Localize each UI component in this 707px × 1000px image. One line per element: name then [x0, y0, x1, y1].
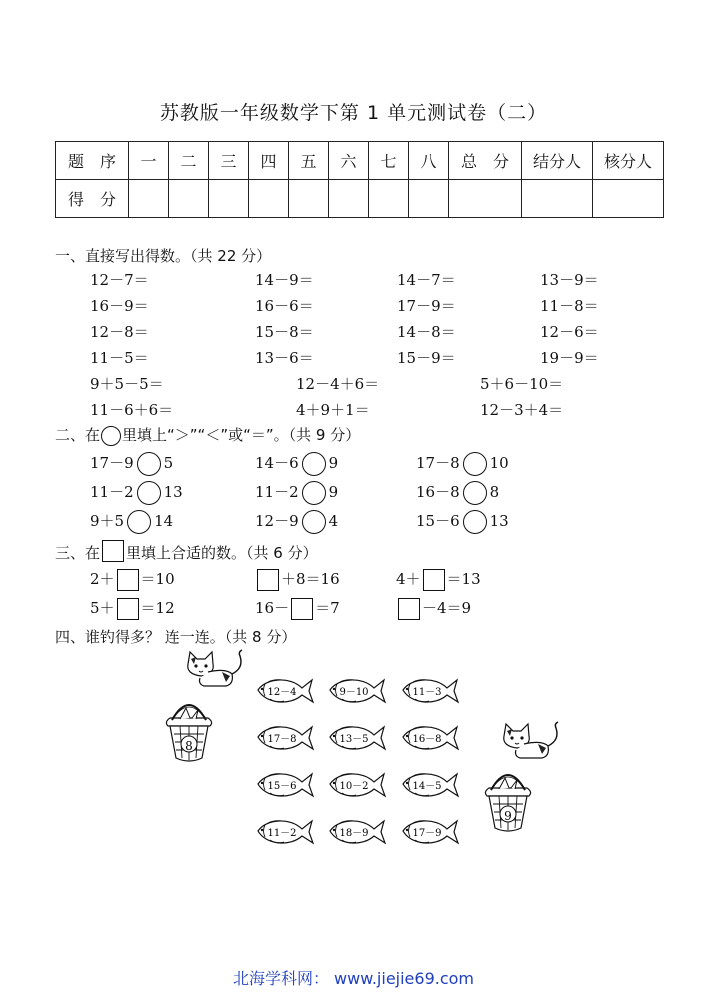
- answer-box[interactable]: [117, 569, 139, 591]
- expr: ＝10: [140, 570, 175, 588]
- value: 9: [328, 454, 339, 472]
- fish-label: 13－5: [339, 734, 369, 745]
- expr: 17－8: [416, 454, 460, 472]
- fill-item: [90, 597, 175, 620]
- problem: 15－8＝: [255, 323, 314, 341]
- page-title: 苏教版一年级数学下第 1 单元测试卷（二）: [159, 102, 548, 124]
- section2-heading: [55, 424, 360, 446]
- basket-right-number: 9: [504, 809, 512, 823]
- expr: 5＋: [90, 599, 115, 617]
- compare-item: [90, 510, 173, 534]
- expr: 15－6: [416, 512, 460, 530]
- problem: 14－7＝: [397, 271, 456, 289]
- answer-box[interactable]: [257, 569, 279, 591]
- problem: 12－6＝: [540, 323, 599, 341]
- expr: ＝7: [315, 599, 340, 617]
- answer-box[interactable]: [117, 598, 139, 620]
- problem: 13－9＝: [540, 271, 599, 289]
- heading-text: 里填上合适的数。（共 6 分）: [126, 544, 318, 562]
- problem: 13－6＝: [255, 349, 314, 367]
- value: 13: [489, 512, 509, 530]
- score-value-row: [56, 180, 664, 218]
- fish-label: 11－3: [412, 687, 442, 698]
- compare-item: [416, 481, 499, 505]
- problem: 4＋9＋1＝: [296, 401, 370, 419]
- answer-box[interactable]: [398, 598, 420, 620]
- value: 5: [163, 454, 174, 472]
- score-header-cell: 六: [329, 142, 369, 180]
- score-header-cell: 八: [409, 142, 449, 180]
- expr: 17－9: [90, 454, 134, 472]
- value: 9: [328, 483, 339, 501]
- problem: 16－9＝: [90, 297, 149, 315]
- score-header-cell: 题 序: [56, 142, 129, 180]
- score-header-cell: 四: [249, 142, 289, 180]
- heading-text: 二、在: [55, 426, 101, 444]
- score-input-cell[interactable]: [522, 180, 593, 218]
- circle-icon: [101, 426, 121, 446]
- footer-watermark: 北海学科网： www.jiejie69.com: [232, 969, 475, 988]
- compare-circle[interactable]: [463, 510, 487, 534]
- fish-label: 11－2: [267, 828, 297, 839]
- expr: 2＋: [90, 570, 115, 588]
- fish-label: 18－9: [339, 828, 369, 839]
- cat-icon: [504, 722, 558, 758]
- fill-item: [90, 568, 175, 591]
- score-input-cell[interactable]: [169, 180, 209, 218]
- compare-circle[interactable]: [463, 481, 487, 505]
- section3-heading: [55, 540, 318, 563]
- problem: 19－9＝: [540, 349, 599, 367]
- fish-label: 15－6: [267, 781, 297, 792]
- expr: 14－6: [255, 454, 299, 472]
- expr: ＝13: [446, 570, 481, 588]
- fill-item: [396, 568, 481, 591]
- problem: 17－9＝: [397, 297, 456, 315]
- problem: 12－7＝: [90, 271, 149, 289]
- problem: 16－6＝: [255, 297, 314, 315]
- score-header-cell: 五: [289, 142, 329, 180]
- score-input-cell[interactable]: [409, 180, 449, 218]
- problem: 11－8＝: [540, 297, 599, 315]
- score-input-cell[interactable]: [209, 180, 249, 218]
- value: 8: [489, 483, 500, 501]
- score-header-cell: 核分人: [593, 142, 664, 180]
- compare-circle[interactable]: [302, 510, 326, 534]
- compare-circle[interactable]: [302, 481, 326, 505]
- problem: 9＋5－5＝: [90, 375, 164, 393]
- compare-item: [90, 452, 173, 476]
- fish-label: 10－2: [339, 781, 369, 792]
- answer-box[interactable]: [291, 598, 313, 620]
- fill-item: [255, 568, 340, 591]
- problem: 14－9＝: [255, 271, 314, 289]
- cat-icon: [188, 650, 242, 686]
- expr: 11－2: [255, 483, 299, 501]
- expr: 16－: [255, 599, 290, 617]
- fish-label: 14－5: [412, 781, 442, 792]
- fish-label: 16－8: [412, 734, 442, 745]
- score-header-cell: 一: [129, 142, 169, 180]
- compare-circle[interactable]: [302, 452, 326, 476]
- heading-text: 三、在: [55, 544, 101, 562]
- problem: 15－9＝: [397, 349, 456, 367]
- compare-item: [416, 510, 509, 534]
- problem: 12－8＝: [90, 323, 149, 341]
- expr: 16－8: [416, 483, 460, 501]
- compare-item: [255, 510, 338, 534]
- compare-circle[interactable]: [127, 510, 151, 534]
- fish-label: 17－9: [412, 828, 442, 839]
- score-input-cell[interactable]: [369, 180, 409, 218]
- square-icon: [102, 540, 124, 562]
- expr: 9＋5: [90, 512, 125, 530]
- score-header-cell: 三: [209, 142, 249, 180]
- answer-box[interactable]: [423, 569, 445, 591]
- expr: 11－2: [90, 483, 134, 501]
- basket-left-number: 8: [185, 739, 193, 753]
- score-input-cell[interactable]: [593, 180, 664, 218]
- problem: 14－8＝: [397, 323, 456, 341]
- value: 10: [489, 454, 509, 472]
- compare-circle[interactable]: [463, 452, 487, 476]
- expr: ＋8＝16: [281, 570, 340, 588]
- value: 14: [154, 512, 174, 530]
- compare-circle[interactable]: [137, 481, 161, 505]
- expr: －4＝9: [422, 599, 472, 617]
- expr: 12－9: [255, 512, 299, 530]
- problem: 12－3＋4＝: [480, 401, 564, 419]
- heading-text: 里填上“＞”“＜”或“＝”。（共 9 分）: [122, 426, 361, 444]
- score-table: [55, 141, 664, 218]
- section1-heading: 一、直接写出得数。（共 22 分）: [55, 247, 272, 265]
- score-header-cell: 七: [369, 142, 409, 180]
- score-header-cell: 二: [169, 142, 209, 180]
- compare-circle[interactable]: [137, 452, 161, 476]
- fish-label: 12－4: [267, 687, 297, 698]
- score-header-cell: 结分人: [522, 142, 593, 180]
- problem: 11－5＝: [90, 349, 149, 367]
- value: 4: [328, 512, 339, 530]
- problem: 12－4＋6＝: [296, 375, 380, 393]
- fill-item: [396, 597, 471, 620]
- fish-label: 9－10: [339, 687, 369, 698]
- section4-heading: 四、谁钓得多？ 连一连。（共 8 分）: [55, 628, 297, 646]
- compare-item: [255, 481, 338, 505]
- score-input-cell[interactable]: [289, 180, 329, 218]
- score-header-row: [56, 142, 664, 180]
- expr: 4＋: [396, 570, 421, 588]
- problem: 5＋6－10＝: [480, 375, 564, 393]
- expr: ＝12: [140, 599, 175, 617]
- score-input-cell[interactable]: [449, 180, 522, 218]
- problem: 11－6＋6＝: [90, 401, 174, 419]
- compare-item: [255, 452, 338, 476]
- value: 13: [163, 483, 183, 501]
- score-input-cell[interactable]: [329, 180, 369, 218]
- compare-item: [416, 452, 509, 476]
- score-header-cell: 总 分: [449, 142, 522, 180]
- fill-item: [255, 597, 340, 620]
- fish-label: 17－8: [267, 734, 297, 745]
- compare-item: [90, 481, 183, 505]
- score-input-cell[interactable]: [249, 180, 289, 218]
- fishing-illustration: [0, 640, 707, 860]
- score-input-cell[interactable]: [129, 180, 169, 218]
- score-row-label: 得 分: [56, 180, 129, 218]
